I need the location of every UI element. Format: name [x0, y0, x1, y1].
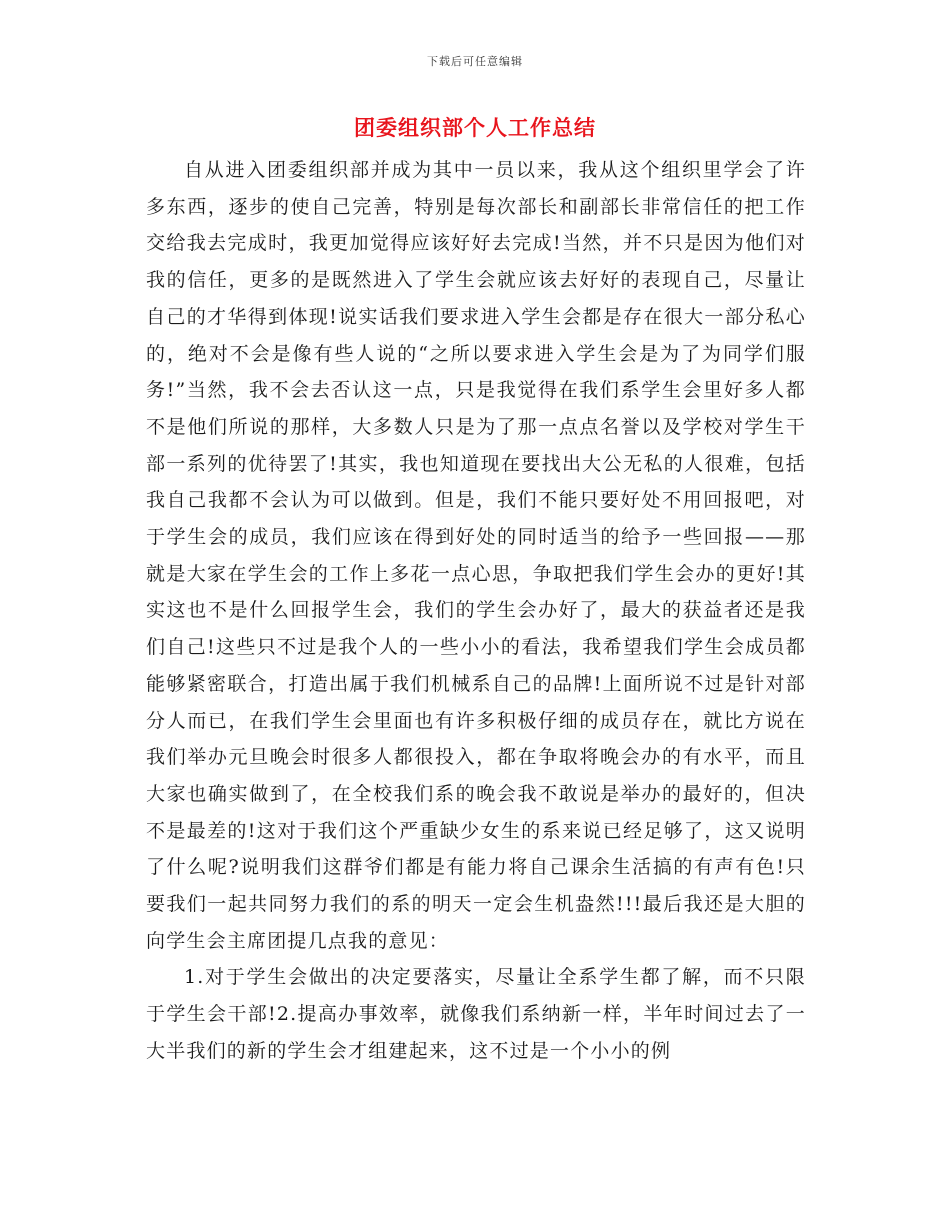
header-note: 下载后可任意编辑	[427, 55, 523, 68]
document-body	[146, 152, 806, 1070]
body-paragraph: 1.对于学生会做出的决定要落实，尽量让全系学生都了解，而不只限于学生会干部!2.提高办事效率，就像我们系纳新一样，半年时间过去了一大半我们的新的学生会才组建起来，这不过是一个小小的例	[146, 966, 806, 1062]
document-title: 团委组织部个人工作总结	[354, 116, 596, 140]
body-paragraph: 自从进入团委组织部并成为其中一员以来，我从这个组织里学会了许多东西，逐步的使自己完善，特别是每次部长和副部长非常信任的把工作交给我去完成时，我更加觉得应该好好去完成!当然，并不只是因为他们对我的信任，更多的是既然进入了学生会就应该去好好的表现自己，尽量让自己的才华得到体现!说实话我们要求进入学生会都是存在很大一部分私心的，绝对不会是像有些人说的“之所以要求进入学生会是为了为同学们服务!”当然，我不会去否认这一点，只是我觉得在我们系学生会里好多人都不是他们所说的那样，大多数人只是为了那一点点名誉以及学校对学生干部一系列的优待罢了!其实，我也知道现在要找出大公无私的人很难，包括我自己我都不会认为可以做到。但是，我们不能只要好处不用回报吧，对于学生会的成员，我们应该在得到好处的同时适当的给予一些回报——那就是大家在学生会的工作上多花一点心思，争取把我们学生会办的更好!其实这也不是什么回报学生会，我们的学生会办好了，最大的获益者还是我们自己!这些只不过是我个人的一些小小的看法，我希望我们学生会成员都能够紧密联合，打造出属于我们机械系自己的品牌!上面所说不过是针对部分人而已，在我们学生会里面也有许多积极仔细的成员存在，就比方说在我们举办元旦晚会时很多人都很投入，都在争取将晚会办的有水平，而且大家也确实做到了，在全校我们系的晚会我不敢说是举办的最好的，但决不是最差的!这对于我们这个严重缺少女生的系来说已经足够了，这又说明了什么呢?说明我们这群爷们都是有能力将自己课余生活搞的有声有色!只要我们一起共同努力我们的系的明天一定会生机盎然!!!最后我还是大胆的向学生会主席团提几点我的意见：	[146, 159, 806, 952]
